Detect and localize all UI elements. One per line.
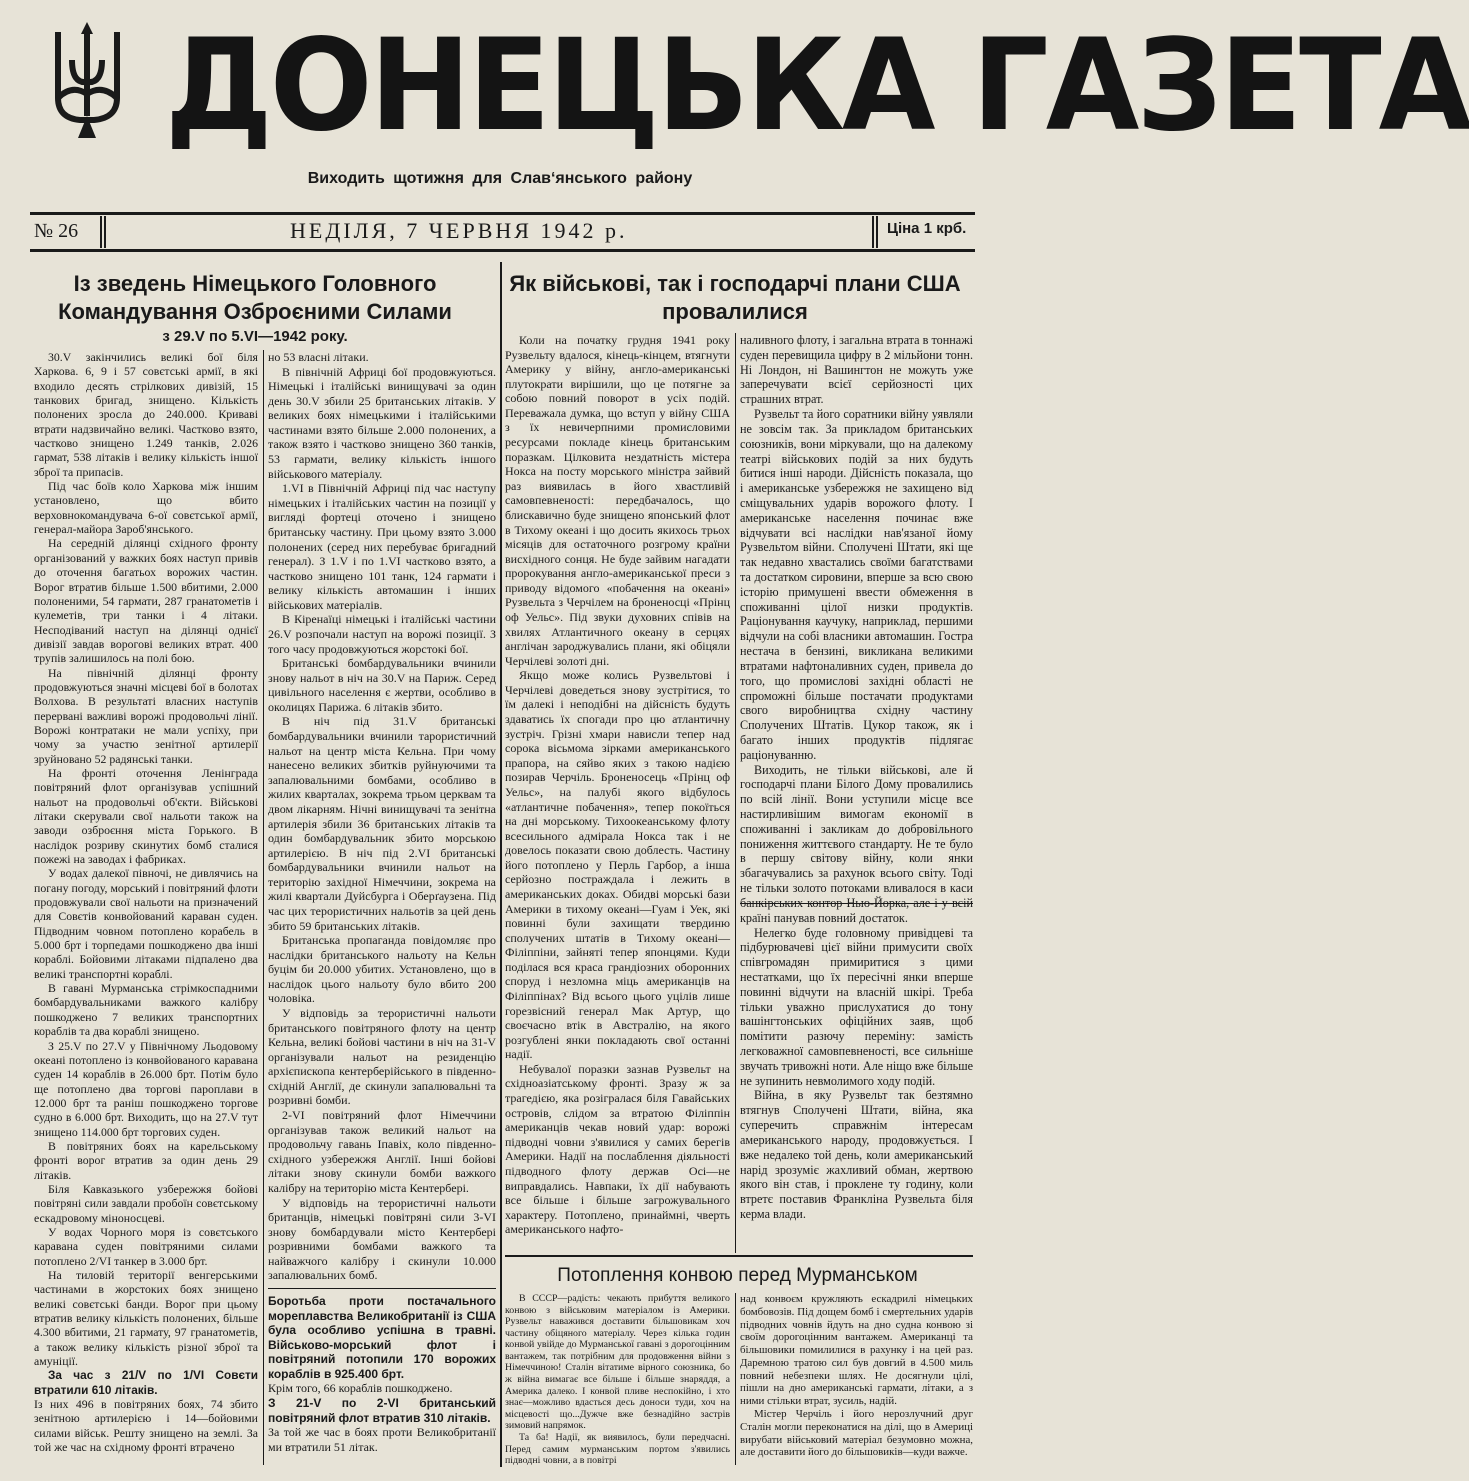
- paragraph: 1.VI в Північній Африці під час наступу німецьких і італійських частин на позиції у вигляді фортеці оточено і знищено британську частину. При цьому взято 3.000 полонених (серед них перебуває бригадний генерал). З 1.V і по 1.VI частково взято, а частково знищено 101 танк, 124 гармати і велику кількість автомашин і інших військових матеріалів.: [268, 481, 496, 612]
- convoy-article-column-1: [505, 1293, 730, 1467]
- column-rule: [263, 350, 264, 1465]
- bold-paragraph: З 21-V по 2-VI британський повітряний флот втратив 310 літаків.: [268, 1396, 496, 1425]
- column-rule: [500, 262, 502, 1467]
- paragraph: В повітряних боях на карельському фронті ворог втратив за один день 29 літаків.: [34, 1138, 258, 1182]
- paragraph: Під час боїв коло Харкова між іншим установлено, що вбито верховнокомандувача 6-ої совєтської армії, генерал-майора Зароб'янського.: [34, 479, 258, 537]
- paragraph: На середній ділянці східного фронту організований у важких боях наступ привів до оточення багатьох ворожих частин. Ворог втратив більше 1.500 вбитими, 2.000 полоненими, 54 гармати, 287 гранатометів і кулеметів, три танки і 4 літаки. Несподіваний наступ на ділянці однієї дивізії завдав ворогові великих втрат. 400 трупів залишилось на полі бою.: [34, 536, 258, 666]
- convoy-article-column-2: [740, 1293, 973, 1459]
- paragraph: В Кіренаїці німецькі і італійські частини 26.V розпочали наступ на ворожі позиції. З того часу продовжуються жорстокі бої.: [268, 612, 496, 656]
- trident-emblem: [50, 20, 125, 145]
- left-article-column-2: [268, 350, 496, 1454]
- paragraph: У водах далекої півночі, не дивлячись на погану погоду, морський і повітряний флоти продовжували свої нальоти на призначений для Совєтів конвойований караван суден. Підводним човном потоплено корабель в 5.000 брт і торпедами пошкоджено два інші кораблі. Бойовими літаками підпалено два великі транспортні кораблі.: [34, 866, 258, 981]
- paragraph: У відповідь за терористичні нальоти британського повітряного флоту на центр Кельна, великі бойові частини в ніч на 31-V організували нальот на резиденцію архієпископа кентерберійського в південно-східній Англії, де скинули запалювальні та розривні бомби.: [268, 1006, 496, 1108]
- convoy-article-headline: Потоплення конвою перед Мурманськом: [557, 1265, 918, 1286]
- paragraph: У відповідь на терористичні нальоти британців, німецькі повітряні сили 3-VI знову бомбардували місто Кентербері розривними бомбами важкого та найважчого калібру і скинули 10.000 запалювальних бомб.: [268, 1195, 496, 1283]
- paragraph: Та ба! Надії, як виявилось, були передчасні. Перед самим мурманським портом з'явились підводні човни, а в повітрі: [505, 1431, 730, 1467]
- paragraph: Містер Черчіль і його нерозлучний друг Сталін могли переконатися на ділі, що в Америці вирубати військовий матеріал безумовно можна, але доставити його до більшовиків—куди важче.: [740, 1408, 973, 1459]
- bold-paragraph: За час з 21/V по 1/VI Совєти втратили 610 літаків.: [34, 1368, 258, 1397]
- price-label: Ціна 1 крб.: [887, 220, 967, 237]
- right-article-column-2: [740, 333, 973, 1222]
- column-rule: [735, 333, 736, 1253]
- paragraph: Виходить, не тільки військові, але й господарчі плани Білого Дому провалились по всій лінії. Вони уступили місце все настирливішим вимогам економії в споживанні і закликам до добровільного пониження життєвого стандарту. Не те було в першу світову війну, коли янки збагачувались за рахунок всього світу. Тоді не тільки золото потоками вливалося в каси банкірських контор Нью-Йорка, але і у всій країні панував повний достаток.: [740, 762, 973, 925]
- paragraph: над конвоєм кружляють ескадрилі німецьких бомбовозів. Під дощем бомб і смертельних ударів підводних човнів йдуть на дно судна конвою зі своїм дорогоцінним вантажем. Американці та більшовики помилилися в рахунку і на цей раз. Даремною тратою сил був довгий в 4.500 миль повний небезпеки шлях. Не досягнули цілі, пішли на дно американські гармати, літаки, а з ними стільки втрат, зусиль, надій.: [740, 1293, 973, 1408]
- paragraph: Крім того, 66 кораблів пошкоджено.: [268, 1381, 453, 1396]
- paragraph: 30.V закінчились великі бої біля Харкова. 6, 9 і 57 совєтські армії, в які входило десять стрілкових дивізій, 15 танкових бригад, знищено. Кількість полонених зросла до 240.000. Кривавi втрати надзвичайно великі. Частково взято, частково знищено 1.249 танків, 2.026 гармат, 538 літаків і велику кількість іншої зброї та припасів.: [34, 350, 258, 479]
- section-divider: [505, 1255, 973, 1257]
- column-rule: [735, 1293, 736, 1465]
- newspaper-title: ДОНЕЦЬКА ГАЗЕТА: [165, 11, 1469, 160]
- paragraph: 2-VI повітряний флот Німеччини організував також великий нальот на продовольчу гавань Іпавіх, коло південно-східного узбережжя Англії. Інші бойові літаки знову скинули бомби важкого калібру на територію міста Кентербері.: [268, 1108, 496, 1195]
- paragraph: Якщо може колись Рузвельтові і Черчілеві доведеться знову зустрітися, то їм далекі і неподібні на дійсність будуть здаватись їх спогади про цю атлантичну зустріч. Грізні хмари нависли тепер над сорока вісьмома зірками американського прапора, на сяйво яких з такою надією позирав Черчіль. Броненосець «Прінц оф Уельс», на палубі якого відбулось «атлантичне побачення», тепер покоїться на дні морському. Тихоокеанському флоту всесильного адмірала Нокса так і не довелось показати свою доблесть. Частину його потоплено у Перль Гарбор, а інша серйозно постраждала і лежить в американських доках. Обидві морські бази Америки в тихому океані—Гуам і Уек, які повинні були захищати твердиню сполучених штатів в Тихому океані—Філіппіни, зайняті тепер японцями. Куди поділася вся краса грандіозних оборонних споруд і незломна міць американців на Філіппінах? Від всього цього уцілів лише горезвісний генерал Мак Артур, що своєчасно втік в Австралію, на якого розгублені янки покладають свої останні надії.: [505, 668, 730, 1062]
- right-article-headline: Як військові, так і господарчі плани США провалилися: [509, 271, 961, 324]
- dateline-divider: [104, 216, 106, 248]
- paragraph: Рузвельт та його соратники війну уявляли не зовсім так. За прикладом британських союзників, вони міркували, що на далекому театрі військових подій за них будуть битися інші народи. Дійсність показала, що і американське узбережжя не захищено від сміщувальних ударів ворожого флоту. І американське населення починає вже відчувати всі наслідки нав'язаної йому Рузвельтом війни. Сполучені Штати, які ще так недавно хвастались своїми багатствами та достатком сировини, вперше за всю свою історію примушені ввести обмеження в споживанні цілої низки продуктів. Раціонування каучуку, наприклад, першими відчули на собі власники автомашин. Гостра нестача в бензині, викликана великими втратами нафтоналивних суден, привела до того, що промислові західні області не спроможні більше постачати продуктами свого виробництва східну частину Сполучених Штатів. Цукор також, як і багато інших продуктів підлягає раціонуванню.: [740, 407, 973, 762]
- paragraph: Коли на початку грудня 1941 року Рузвельту вдалося, кінець-кінцем, втягнути Америку у війну, англо-американські плутократи вирішили, що це потягне за собою повний поворот в усіх подій. Переважала думка, що вступ у війну США з їх невичерпними промисловими ресурсами покладе кінець британським поразкам. Цілковита нездатність містера Нокса на посту морського міністра зайвий раз виявилась в його хвастливій самовпевненості: передбачалось, що блискавично буде знищено японський флот в Тихому океані і що досить якихось трьох місяців для остаточного розгрому країни висхідного сонця. Не буде зайвим нагадати пророкування англо-американської преси з приводу відомого «побачення на океані» Рузвельта з Черчілем на броненосці «Прінц оф Уельс». Під звуки духовних співів на хвилях Атлантичного океану в серцях англічан зароджувались плани, які обіцяли Черчілеві золоті дні.: [505, 333, 730, 668]
- dateline-divider: [872, 216, 874, 248]
- paragraph: Небувалої поразки зазнав Рузвельт на східноазіатському фронті. Зразу ж за трагедією, яка розігралася біля Гавайських островів, слідом за втратою Філіппін американців чекав новий удар: ворожі підводні човни з'явилися у самих берегів Америки. Надії на послаблення діяльності підводного флоту держав Осі—не виправдались. Навпаки, їх дії набувають все більше і більше загрожувального характеру. Потоплено, принаймні, чверть американського нафто-: [505, 1061, 730, 1237]
- paragraph-rule: [268, 1288, 496, 1289]
- paragraph: В ніч під 31.V британські бомбардувальники вчинили тарористичний нальот на центр міста Кельна. При чому нанесено великих збитків руйнуючими та запалювальними бомбами, особливо в жилих кварталах, зокрема трьом церквам та двом лікарням. Нічні винищувачі та зенітна артилерія збили 36 британських літаків та один бомбардувальник збито морською артилерією. В ніч під 2.VI британські бомбардувальники вчинили нальот на територію західної Німеччини, зокрема на жилі квартали Дуйсбурга і Оберґаузена. Під час цих терористичних нальотів за цей день збито 59 британських літаків.: [268, 714, 496, 933]
- paragraph: За той же час в боях проти Великобританії ми втратили 51 літак.: [268, 1425, 496, 1454]
- paragraph: Британська пропаганда повідомляє про наслідки британського нальоту на Кельн буцім би 20.000 убитих. Установлено, що в наслідок цього нальоту було вбито 200 чоловіка.: [268, 933, 496, 1006]
- bold-paragraph: Боротьба проти постачального мореплавства Великобританії із США була особливо успішна в травні. Військово-морський флот і повітряний потопили 170 ворожих кораблів в 925.400 брт.: [268, 1294, 496, 1381]
- paragraph: Із них 496 в повітряних боях, 74 збито зенітною артилерією і 14—бойовими силами військ. Решту знищено на землі. За той же час на східному фронті втрачено: [34, 1397, 258, 1455]
- paragraph: наливного флоту, і загальна втрата в тоннажі суден перевищила цифру в 2 мільйони тонн. Ні Лондон, ні Вашингтон не можуть уже заперечувати всієї серйозності цих страшних втрат.: [740, 333, 973, 407]
- paragraph: но 53 власні літаки.: [268, 350, 369, 364]
- paragraph: В гавані Мурманська стрімкоспадними бомбардувальниками важкого калібру пошкоджено 7 великих транспортних кораблів та два кораблі знищено.: [34, 981, 258, 1039]
- paragraph: Британські бомбардувальники вчинили знову нальот в ніч на 30.V на Париж. Серед цивільного населення є жертви, особливо в околицях Парижа. 6 літаків збито.: [268, 656, 496, 714]
- newspaper-subtitle: Виходить щотижня для Слав‘янського району: [307, 170, 693, 187]
- paragraph: У водах Чорного моря із совєтського каравана суден повітряними силами потоплено 2/VI танкер в 3.000 брт.: [34, 1224, 258, 1268]
- paragraph: Війна, в яку Рузвельт так безтямно втягнув Сполучені Штати, війна, яка суперечить справжнім інтересам американського народу, продовжується. І вже недалеко той день, коли американський нарід зрозуміє жахливий обман, жертвою якого він став, і проклене ту годину, коли втретє поставив Франкліна Рузвельта біля керма влади.: [740, 1088, 973, 1221]
- paragraph: В північній Африці бої продовжуються. Німецькі і італійські винищувачі за один день 30.V збили 25 британських літаків. У великих боях німецькими і італійськими частинами взято більше 2.000 полонених, а також взято і частково знищено 360 танків, 53 гармати, велику кількість іншого військового матеріалу.: [268, 364, 496, 481]
- dateline-divider: [876, 216, 878, 248]
- left-article-column-1: [34, 350, 258, 1454]
- right-article-column-1: [505, 333, 730, 1237]
- issue-date: НЕДІЛЯ, 7 ЧЕРВНЯ 1942 р.: [290, 218, 628, 243]
- issue-number: № 26: [34, 220, 79, 242]
- paragraph: На тиловій території венгерськими частинами в жорстоких боях знищено великі совєтські банди. Ворог при цьому втратив велику кількість полонених, більше 4.300 вбитими, 21 гармату, 97 гранатометів, а також велику кількість різної зброї та амуніції.: [34, 1268, 258, 1369]
- paragraph: На фронті оточення Ленінграда повітряний флот організував успішний нальот на продовольчі об'єкти. Військові літаки скерували свої нальоти також на заводи озброєння міста Горького. В наслідок розриву скинутих бомб сталися пожежі на заводах і фабриках.: [34, 765, 258, 867]
- dateline-divider: [100, 216, 102, 248]
- paragraph: Біля Кавказького узбережжя бойові повітряні сили завдали пробоїн совєтському ескадровому міноносцеві.: [34, 1181, 258, 1225]
- paragraph: Нелегко буде головному привідцеві та підбурювачеві цієї війни примусити своїх співгромадян примиритися з цими нестатками, що їх пересічні янки вперше повинні відчути на власній шкірі. Треба тільки уважно прислухатися до тону вашінгтонських офіційних заяв, щоб помітити разючу переміну: замість легковажної самовпевненості, все сильніше звучать тривожні ноти. Але ніщо вже більше не зупинить невмолимого ходу подій.: [740, 925, 973, 1088]
- paragraph: На північній ділянці фронту продовжуються значні місцеві бої в болотах Волхова. В результаті власних наступів перервані важливі ворожі продовольчі лінії. Ворожі контратаки не мали успіху, при чому за участю зенітної артилерії зруйновано 52 радянські танки.: [34, 665, 258, 766]
- paragraph: В СССР—радість: чекають прибуття великого конвою з військовим матеріалом із Америки. Рузвельт наважився доставити більшовикам хоч частину обіцяного матеріалу. Через кілька годин конвой увійде до Мурманської гавані з дорогоцінним вантажем, так потрібним для продовження війни з Німеччиною! Сталін вітатиме вірного союзника, бо ж війна вимагає все більше і більше знаряддя, а Америка далеко. І конвой пливе неспокійно, і хто знає—можливо вдасться десь доноси туди, хоч на місцевості що...Дужче вже безнадійно застрів зимовий напрямок.: [505, 1293, 730, 1432]
- paragraph: З 25.V по 27.V у Північному Льодовому океані потоплено із конвойованого каравана суден 14 кораблів в 26.000 брт. Потім було ще потоплено два торгові пароплави в 12.000 брт та раніш пошкоджено торгове судно в 6.000 брт. Виходить, що на 27.V тут знищено 114.000 брт торгових суден.: [34, 1038, 258, 1139]
- left-article-subheadline: з 29.V по 5.VI—1942 року.: [162, 328, 348, 345]
- left-article-headline: Із зведень Німецького Головного Командування Озброєними Силами: [58, 271, 452, 324]
